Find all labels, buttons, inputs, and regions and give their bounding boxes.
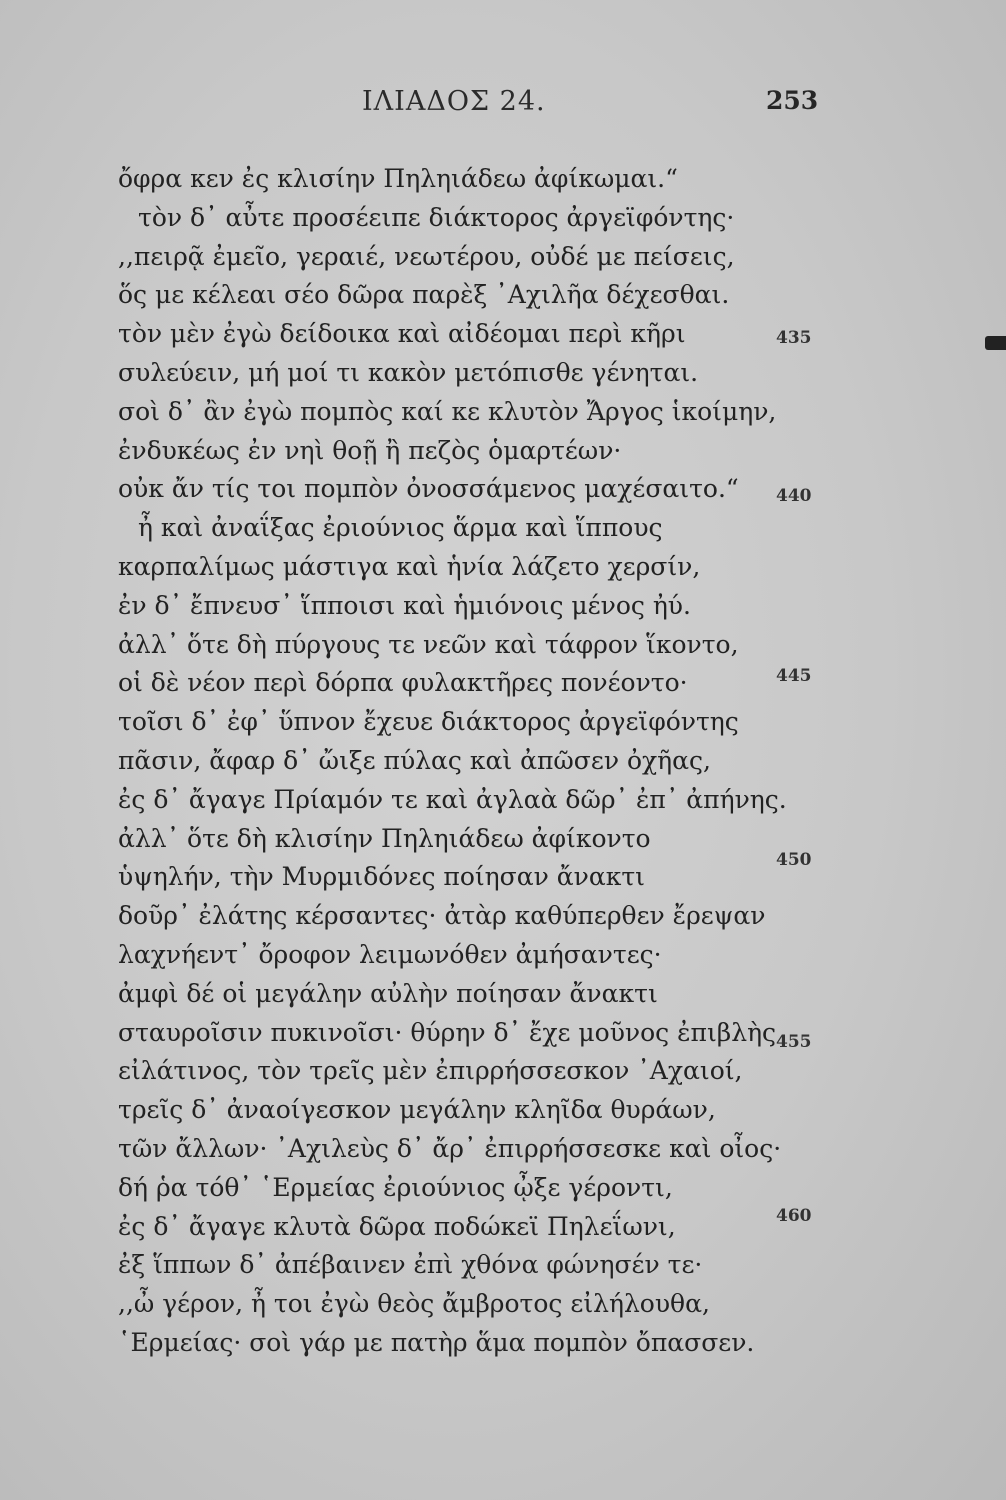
verse-line: ὑψηλήν, τὴν Μυρμιδόνες ποίησαν ἄνακτι bbox=[118, 862, 645, 892]
verse-line: δοῦρ᾽ ἐλάτης κέρσαντες· ἀτὰρ καθύπερθεν ἔρεψαν bbox=[118, 901, 766, 931]
line-number: 435 bbox=[776, 328, 812, 348]
verse-line: ῾Ερμείας· σοὶ γάρ με πατὴρ ἅμα πομπὸν ὄπασσεν. bbox=[118, 1327, 755, 1357]
verse-line: ἐξ ἵππων δ᾽ ἀπέβαινεν ἐπὶ χθόνα φώνησέν τε· bbox=[118, 1250, 703, 1280]
verse-line: ,,πειρᾷ ἐμεῖο, γεραιέ, νεωτέρου, οὐδέ με πείσεις, bbox=[118, 241, 735, 271]
page-number: 253 bbox=[766, 86, 819, 115]
line-number: 455 bbox=[776, 1032, 812, 1052]
verse-line: ἐς δ᾽ ἄγαγε Πρίαμόν τε καὶ ἀγλαὰ δῶρ᾽ ἐπ᾽ ἀπήνης. bbox=[118, 784, 787, 814]
verse-line: ἀλλ᾽ ὅτε δὴ πύργους τε νεῶν καὶ τάφρον ἵκοντο, bbox=[118, 629, 739, 659]
verse-line: καρπαλίμως μάστιγα καὶ ἡνία λάζετο χερσίν, bbox=[118, 551, 701, 581]
page-edge-mark bbox=[985, 336, 1006, 350]
page-header bbox=[0, 86, 1006, 126]
verse-line: σταυροῖσιν πυκινοῖσι· θύρην δ᾽ ἔχε μοῦνος ἐπιβλὴς bbox=[118, 1017, 777, 1047]
verse-line: εἰλάτινος, τὸν τρεῖς μὲν ἐπιρρήσσεσκον ᾿Αχαιοί, bbox=[118, 1056, 743, 1086]
verse-line: ,,ὦ γέρον, ἦ τοι ἐγὼ θεὸς ἄμβροτος εἰλήλουθα, bbox=[118, 1289, 710, 1319]
verse-line: οἱ δὲ νέον περὶ δόρπα φυλακτῆρες πονέοντο· bbox=[118, 668, 688, 698]
verse-line: ἦ καὶ ἀναΐξας ἐριούνιος ἅρμα καὶ ἵππους bbox=[138, 513, 663, 543]
verse-line: λαχνήεντ᾽ ὄροφον λειμωνόθεν ἀμήσαντες· bbox=[118, 939, 662, 969]
verse-line: συλεύειν, μή μοί τι κακὸν μετόπισθε γένηται. bbox=[118, 357, 699, 387]
running-title: ΙΛΙΑΔΟΣ 24. bbox=[362, 86, 546, 117]
verse-line: τῶν ἄλλων· ᾿Αχιλεὺς δ᾽ ἄρ᾽ ἐπιρρήσσεσκε καὶ οἶος· bbox=[118, 1133, 782, 1163]
verse-line: ἐν δ᾽ ἔπνευσ᾽ ἵπποισι καὶ ἡμιόνοις μένος ἠύ. bbox=[118, 590, 691, 620]
verse-line: ἐς δ᾽ ἄγαγε κλυτὰ δῶρα ποδώκεϊ Πηλεΐωνι, bbox=[118, 1211, 676, 1241]
verse-line: ἀμφὶ δέ οἱ μεγάλην αὐλὴν ποίησαν ἄνακτι bbox=[118, 978, 658, 1008]
verse-line: πᾶσιν, ἄφαρ δ᾽ ὤιξε πύλας καὶ ἀπῶσεν ὀχῆας, bbox=[118, 745, 711, 775]
verse-line: οὐκ ἄν τίς τοι πομπὸν ὀνοσσάμενος μαχέσαιτο.“ bbox=[118, 474, 739, 504]
line-number: 440 bbox=[776, 486, 812, 506]
line-number: 450 bbox=[776, 850, 812, 870]
verse-text bbox=[118, 160, 818, 1363]
verse-line: ἐνδυκέως ἐν νηὶ θοῇ ἢ πεζὸς ὁμαρτέων· bbox=[118, 435, 622, 465]
verse-line: τρεῖς δ᾽ ἀναοίγεσκον μεγάλην κληῖδα θυράων, bbox=[118, 1095, 716, 1125]
verse-line: τὸν μὲν ἐγὼ δείδοικα καὶ αἰδέομαι περὶ κῆρι bbox=[118, 319, 686, 349]
verse-line: τὸν δ᾽ αὖτε προσέειπε διάκτορος ἀργεϊφόντης· bbox=[138, 202, 735, 232]
verse-line: τοῖσι δ᾽ ἐφ᾽ ὕπνον ἔχευε διάκτορος ἀργεϊφόντης bbox=[118, 707, 739, 737]
line-number: 460 bbox=[776, 1206, 812, 1226]
line-number: 445 bbox=[776, 666, 812, 686]
verse-line: ἀλλ᾽ ὅτε δὴ κλισίην Πηληιάδεω ἀφίκοντο bbox=[118, 823, 651, 853]
verse-line: σοὶ δ᾽ ἂν ἐγὼ πομπὸς καί κε κλυτὸν Ἄργος ἱκοίμην, bbox=[118, 396, 777, 426]
verse-line: δή ῥα τόθ᾽ ῾Ερμείας ἐριούνιος ᾦξε γέροντι, bbox=[118, 1172, 673, 1202]
verse-line: ὅς με κέλεαι σέο δῶρα παρὲξ ᾿Αχιλῆα δέχεσθαι. bbox=[118, 280, 730, 310]
verse-line: ὄφρα κεν ἐς κλισίην Πηληιάδεω ἀφίκωμαι.“ bbox=[118, 164, 678, 193]
